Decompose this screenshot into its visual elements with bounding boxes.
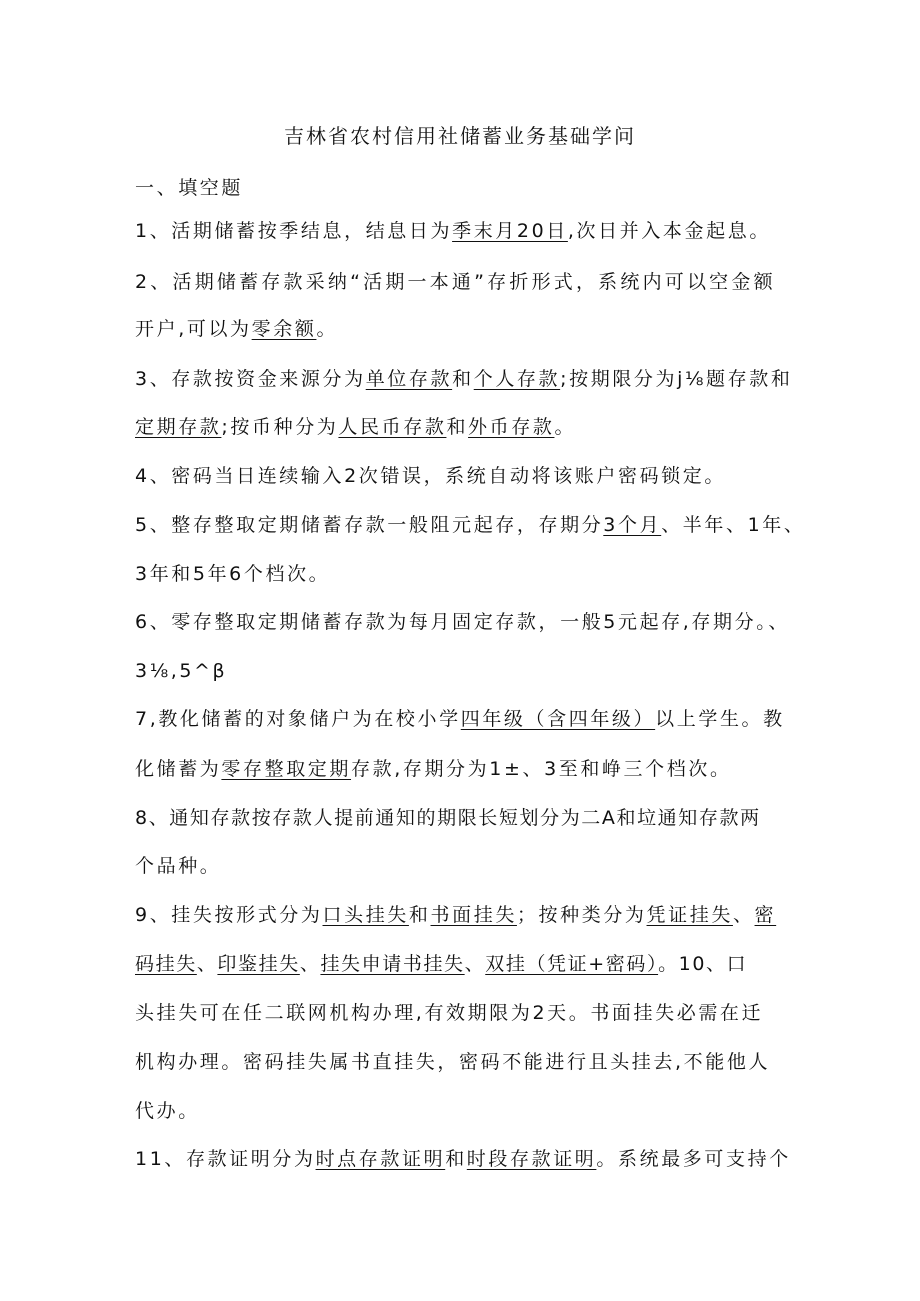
answer-blank: 码挂失 bbox=[135, 953, 197, 975]
answer-blank: 书面挂失 bbox=[430, 904, 517, 926]
answer-blank: 零余额 bbox=[251, 318, 317, 340]
answer-blank: 单位存款 bbox=[365, 368, 453, 390]
question-5-line-2: 3年和5年6个档次。 bbox=[135, 563, 331, 585]
question-8-line-2: 个品种。 bbox=[135, 855, 222, 877]
question-11-line-1: 11、存款证明分为时点存款证明和时段存款证明。系统最多可支持个 bbox=[135, 1148, 791, 1170]
question-10-line-3: 代办。 bbox=[135, 1100, 200, 1122]
answer-blank: 定期存款 bbox=[135, 416, 222, 438]
answer-blank: 零存整取定期 bbox=[221, 758, 352, 780]
question-1-line-1: 1、活期储蓄按季结息，结息日为季末月20日,次日并入本金起息。 bbox=[135, 220, 771, 242]
question-4-line-1: 4、密码当日连续输入2次错误，系统自动将该账户密码锁定。 bbox=[135, 465, 726, 487]
answer-blank: 时点存款证明 bbox=[315, 1148, 446, 1170]
question-10-line-2: 机构办理。密码挂失属书直挂失，密码不能进行且头挂去,不能他人 bbox=[135, 1051, 771, 1073]
answer-blank: 口头挂失 bbox=[322, 904, 409, 926]
question-6-line-1: 6、零存整取定期储蓄存款为每月固定存款，一般5元起存,存期分。、 bbox=[135, 611, 790, 633]
question-6-line-2: 3⅛,5^β bbox=[135, 660, 228, 682]
answer-blank: 凭证挂失 bbox=[646, 904, 733, 926]
question-9-line-1: 9、挂失按形式分为口头挂失和书面挂失；按种类分为凭证挂失、密 bbox=[135, 904, 777, 926]
answer-blank: 3个月 bbox=[603, 514, 662, 536]
answer-blank: 挂失申请书挂失 bbox=[320, 953, 465, 975]
question-10-line-1: 头挂失可在任二联网机构办理,有效期限为2天。书面挂失必需在迁 bbox=[135, 1002, 764, 1024]
answer-blank: 时段存款证明 bbox=[466, 1148, 597, 1170]
question-2-line-1: 2、活期储蓄存款采纳“活期一本通”存折形式，系统内可以空金额 bbox=[135, 271, 776, 293]
document-title: 吉林省农村信用社储蓄业务基础学问 bbox=[284, 124, 636, 148]
section-heading: 一、填空题 bbox=[135, 177, 244, 199]
answer-blank: 人民币存款 bbox=[338, 416, 447, 438]
question-3-line-2: 定期存款;按币种分为人民币存款和外币存款。 bbox=[135, 416, 577, 438]
answer-blank: 外币存款 bbox=[468, 416, 555, 438]
answer-blank: 个人存款 bbox=[473, 368, 561, 390]
question-9-line-2: 码挂失、印鉴挂失、挂失申请书挂失、双挂（凭证+密码）。10、口 bbox=[135, 953, 748, 975]
question-3-line-1: 3、存款按资金来源分为单位存款和个人存款;按期限分为j⅛题存款和 bbox=[135, 368, 793, 390]
answer-blank: 双挂（凭证+密码） bbox=[485, 953, 659, 975]
question-7-line-2: 化储蓄为零存整取定期存款,存期分为1±、3至和峥三个档次。 bbox=[135, 758, 732, 780]
question-2-line-2: 开户,可以为零余额。 bbox=[135, 318, 339, 340]
question-5-line-1: 5、整存整取定期储蓄存款一般阻元起存，存期分3个月、半年、1年、 bbox=[135, 514, 806, 536]
answer-blank: 密 bbox=[754, 904, 777, 926]
question-7-line-1: 7,教化储蓄的对象储户为在校小学四年级（含四年级）以上学生。教 bbox=[135, 708, 785, 730]
answer-blank: 季末月20日 bbox=[452, 220, 568, 242]
answer-blank: 四年级（含四年级） bbox=[460, 708, 656, 730]
question-8-line-1: 8、通知存款按存款人提前通知的期限长短划分为二A和垃通知存款两 bbox=[135, 807, 761, 829]
answer-blank: 印鉴挂失 bbox=[217, 953, 300, 975]
